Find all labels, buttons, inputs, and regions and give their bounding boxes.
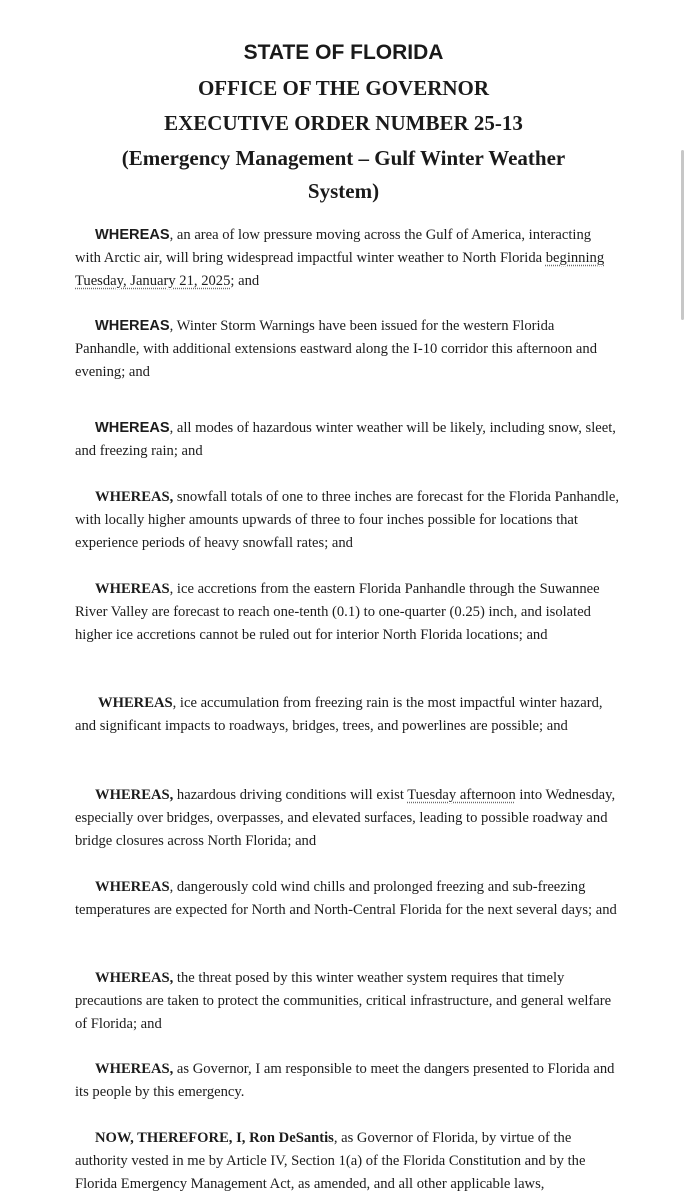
- paragraph-text: , dangerously cold wind chills and prolonged freezing and sub-freezing temperatures are expected for North and North-Central Florida for the next several days; and: [75, 879, 617, 918]
- keyword: NOW, THEREFORE, I, Ron DeSantis: [95, 1130, 334, 1146]
- now-therefore-paragraph: [75, 1127, 620, 1195]
- whereas-paragraph-10: [75, 1058, 620, 1104]
- whereas-paragraph-1: [75, 224, 620, 292]
- underlined-date: beginning Tuesday, January 21, 2025: [75, 249, 605, 289]
- whereas-paragraph-2: [75, 315, 620, 383]
- heading-state: STATE OF FLORIDA: [243, 41, 444, 64]
- heading-subject-line2: System): [307, 179, 380, 203]
- keyword: WHEREAS,: [95, 489, 174, 505]
- keyword: WHEREAS: [95, 581, 170, 597]
- keyword: WHEREAS,: [95, 787, 174, 803]
- paragraph-text: as Governor, I am responsible to meet the dangers presented to Florida and its people by this emergency.: [75, 1061, 615, 1100]
- paragraph-text: , as Governor of Florida, by virtue of the authority vested in me by Article IV, Section 1(a) of the Florida Constitution and by the Florida Emergency Management Act, as amended, and all other applicable laws,: [75, 1130, 586, 1192]
- whereas-paragraph-3: [75, 417, 620, 463]
- underlined-time: Tuesday afternoon: [407, 787, 516, 803]
- keyword: WHEREAS: [95, 420, 170, 436]
- paragraph-text: hazardous driving conditions will exist: [173, 787, 408, 803]
- keyword: WHEREAS: [98, 695, 173, 711]
- keyword: WHEREAS: [95, 227, 170, 243]
- keyword: WHEREAS: [95, 318, 170, 334]
- paragraph-text: into Wednesday, especially over bridges, overpasses, and elevated surfaces, leading to possible roadway and bridge closures across North Florida; and: [75, 787, 616, 849]
- paragraph-text: , Winter Storm Warnings have been issued for the western Florida Panhandle, with additional extensions eastward along the I-10 corridor this afternoon and evening; and: [75, 318, 597, 380]
- paragraph-text: , an area of low pressure moving across the Gulf of America, interacting with Arctic air, will bring widespread impactful winter weather to North Florida: [75, 227, 592, 266]
- paragraph-text: snowfall totals of one to three inches are forecast for the Florida Panhandle, with locally higher amounts upwards of three to four inches possible for locations that experience periods of heavy snowfall rates; and: [75, 489, 620, 551]
- heading-subject-line1: (Emergency Management – Gulf Winter Weather: [121, 146, 566, 170]
- keyword: WHEREAS: [95, 879, 170, 895]
- whereas-paragraph-5: [75, 578, 620, 646]
- heading-office: OFFICE OF THE GOVERNOR: [197, 76, 490, 100]
- paragraph-text: , ice accretions from the eastern Florida Panhandle through the Suwannee River Valley are forecast to reach one-tenth (0.1) to one-quarter (0.25) inch, and isolated higher ice accretions cannot be ruled out for interior North Florida locations; and: [75, 581, 600, 643]
- keyword: WHEREAS,: [95, 1061, 174, 1077]
- whereas-paragraph-4: [75, 486, 620, 554]
- paragraph-text: , ice accumulation from freezing rain is the most impactful winter hazard, and significant impacts to roadways, bridges, trees, and powerlines are possible; and: [75, 695, 603, 734]
- paragraph-text: , all modes of hazardous winter weather will be likely, including snow, sleet, and freezing rain; and: [75, 420, 616, 459]
- keyword: WHEREAS,: [95, 970, 174, 986]
- whereas-paragraph-8: [75, 876, 620, 922]
- whereas-paragraph-7: [75, 784, 620, 852]
- whereas-paragraph-9: [75, 967, 620, 1035]
- scrollbar-thumb[interactable]: [681, 150, 684, 320]
- paragraph-text: the threat posed by this winter weather system requires that timely precautions are taken to protect the communities, critical infrastructure, and general welfare of Florida; and: [75, 970, 612, 1032]
- paragraph-text: ; and: [230, 272, 260, 289]
- heading-order-number: EXECUTIVE ORDER NUMBER 25-13: [164, 111, 523, 135]
- whereas-paragraph-6: [75, 692, 620, 738]
